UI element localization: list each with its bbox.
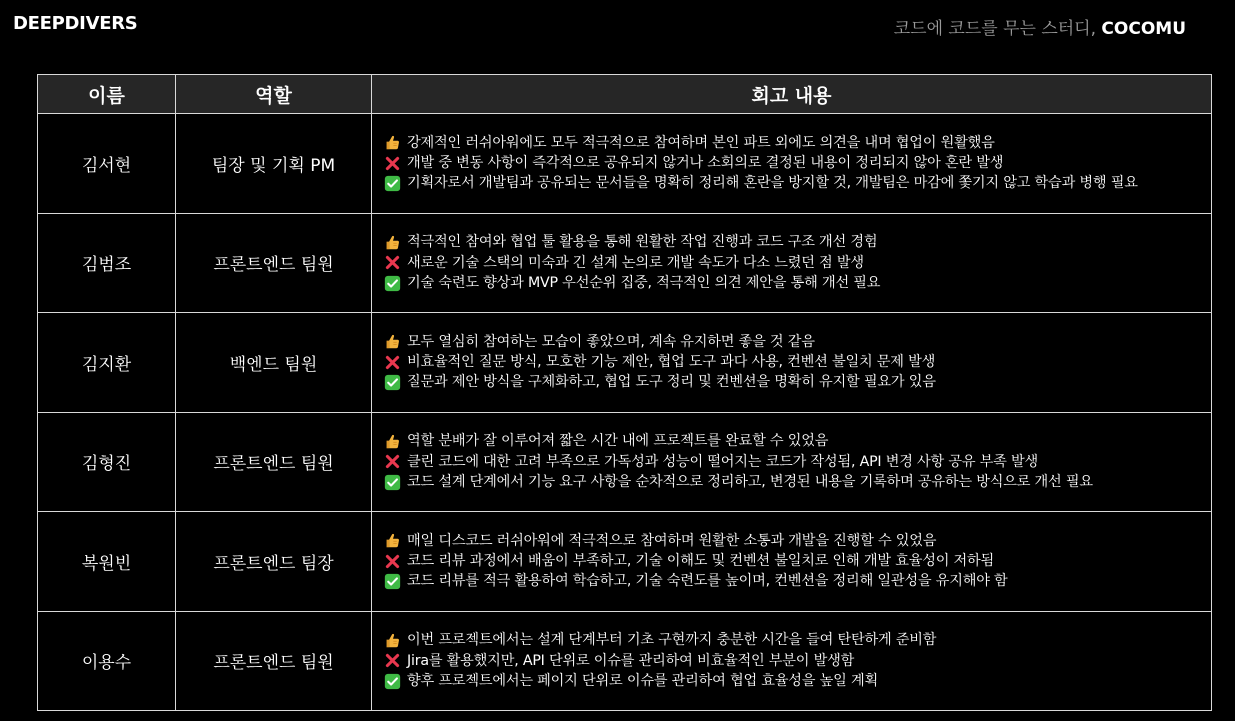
cross-mark-icon: [384, 354, 401, 371]
thumbs-up-icon: [384, 333, 401, 350]
check-mark-icon: [384, 374, 401, 391]
retro-good-line: [384, 630, 1205, 650]
retro-action-text: 질문과 제안 방식을 구체화하고, 협업 도구 정리 및 컨벤션을 명확히 유지할 필요가 있음: [407, 374, 936, 391]
member-role: 프론트엔드 팀원: [176, 611, 372, 711]
retro-good-line: [384, 232, 1205, 252]
check-mark-icon: [384, 673, 401, 690]
thumbs-up-icon: [384, 632, 401, 649]
table-header-row: [38, 75, 1212, 114]
thumbs-up-icon: [384, 532, 401, 549]
retro-action-line: [384, 671, 1205, 691]
table-row: [38, 313, 1212, 413]
cross-mark-icon: [384, 652, 401, 669]
column-header-name: 이름: [38, 75, 176, 114]
retro-action-text: 기획자로서 개발팀과 공유되는 문서들을 명확히 정리해 혼란을 방지할 것, 개발팀은 마감에 쫓기지 않고 학습과 병행 필요: [407, 175, 1138, 192]
retro-good-text: 이번 프로젝트에서는 설계 단계부터 기초 구현까지 충분한 시간을 들여 탄탄하게 준비함: [407, 632, 937, 649]
retrospective-content: [372, 313, 1212, 413]
retro-action-text: 기술 숙련도 향상과 MVP 우선순위 집중, 적극적인 의견 제안을 통해 개선 필요: [407, 274, 881, 291]
table-row: [38, 213, 1212, 313]
retro-action-line: [384, 173, 1205, 193]
check-mark-icon: [384, 474, 401, 491]
member-role: 프론트엔드 팀원: [176, 412, 372, 512]
retro-good-text: 역할 분배가 잘 이루어져 짧은 시간 내에 프로젝트를 완료할 수 있었음: [407, 433, 829, 450]
member-role: 팀장 및 기획 PM: [176, 114, 372, 214]
retro-action-line: [384, 273, 1205, 293]
table-row: [38, 412, 1212, 512]
cross-mark-icon: [384, 553, 401, 570]
retro-bad-line: [384, 651, 1205, 671]
cross-mark-icon: [384, 254, 401, 271]
check-mark-icon: [384, 175, 401, 192]
column-header-content: 회고 내용: [372, 75, 1212, 114]
retro-good-line: [384, 431, 1205, 451]
retro-bad-line: [384, 352, 1205, 372]
retrospective-content: [372, 213, 1212, 313]
check-mark-icon: [384, 573, 401, 590]
member-role: 백엔드 팀원: [176, 313, 372, 413]
cross-mark-icon: [384, 155, 401, 172]
retrospective-content: [372, 412, 1212, 512]
retrospective-content: [372, 114, 1212, 214]
member-name: 김범조: [38, 213, 176, 313]
column-header-role: 역할: [176, 75, 372, 114]
retro-bad-line: [384, 253, 1205, 273]
retro-good-text: 모두 열심히 참여하는 모습이 좋았으며, 계속 유지하면 좋을 것 같음: [407, 333, 815, 350]
retro-good-line: [384, 531, 1205, 551]
member-role: 프론트엔드 팀원: [176, 213, 372, 313]
subtitle-prefix: 코드에 코드를 무는 스터디,: [893, 19, 1102, 39]
retro-good-text: 강제적인 러쉬아워에도 모두 적극적으로 참여하며 본인 파트 외에도 의견을 내며 협업이 원활했음: [407, 134, 995, 151]
retro-action-text: 코드 설계 단계에서 기능 요구 사항을 순차적으로 정리하고, 변경된 내용을 기록하며 공유하는 방식으로 개선 필요: [407, 473, 1093, 490]
retro-good-line: [384, 332, 1205, 352]
retro-action-line: [384, 472, 1205, 492]
retro-good-line: [384, 133, 1205, 153]
retro-bad-text: 새로운 기술 스택의 미숙과 긴 설계 논의로 개발 속도가 다소 느렸던 점 발생: [407, 254, 864, 271]
member-name: 김형진: [38, 412, 176, 512]
retro-bad-text: 개발 중 변동 사항이 즉각적으로 공유되지 않거나 소회의로 결정된 내용이 정리되지 않아 혼란 발생: [407, 155, 1004, 172]
retro-bad-text: 비효율적인 질문 방식, 모호한 기능 제안, 협업 도구 과다 사용, 컨벤션 불일치 문제 발생: [407, 354, 936, 371]
member-name: 이용수: [38, 611, 176, 711]
retro-action-line: [384, 372, 1205, 392]
retro-action-text: 향후 프로젝트에서는 페이지 단위로 이슈를 관리하여 협업 효율성을 높일 계획: [407, 672, 878, 689]
retro-action-line: [384, 571, 1205, 591]
member-role: 프론트엔드 팀장: [176, 512, 372, 612]
retro-bad-line: [384, 452, 1205, 472]
table-row: [38, 114, 1212, 214]
member-name: 복원빈: [38, 512, 176, 612]
brand-logo: DEEPDIVERS: [13, 13, 138, 34]
retro-good-text: 매일 디스코드 러쉬아워에 적극적으로 참여하며 원활한 소통과 개발을 진행할 수 있었음: [407, 532, 937, 549]
retrospective-table: [37, 74, 1212, 711]
thumbs-up-icon: [384, 134, 401, 151]
retro-good-text: 적극적인 참여와 협업 툴 활용을 통해 원활한 작업 진행과 코드 구조 개선 경험: [407, 234, 878, 251]
retro-bad-text: Jira를 활용했지만, API 단위로 이슈를 관리하여 비효율적인 부분이 발생함: [407, 652, 855, 669]
member-name: 김서현: [38, 114, 176, 214]
cross-mark-icon: [384, 453, 401, 470]
retro-bad-line: [384, 551, 1205, 571]
thumbs-up-icon: [384, 234, 401, 251]
table-row: [38, 512, 1212, 612]
retro-bad-text: 코드 리뷰 과정에서 배움이 부족하고, 기술 이해도 및 컨벤션 불일치로 인해 개발 효율성이 저하됨: [407, 553, 995, 570]
table-row: [38, 611, 1212, 711]
retro-bad-text: 클린 코드에 대한 고려 부족으로 가독성과 성능이 떨어지는 코드가 작성됨, API 변경 사항 공유 부족 발생: [407, 453, 1039, 470]
page-subtitle: [894, 14, 1186, 39]
subtitle-strong: COCOMU: [1101, 19, 1186, 39]
retrospective-content: [372, 512, 1212, 612]
retrospective-content: [372, 611, 1212, 711]
check-mark-icon: [384, 275, 401, 292]
member-name: 김지환: [38, 313, 176, 413]
thumbs-up-icon: [384, 433, 401, 450]
retro-action-text: 코드 리뷰를 적극 활용하여 학습하고, 기술 숙련도를 높이며, 컨벤션을 정리해 일관성을 유지해야 함: [407, 573, 1008, 590]
retro-bad-line: [384, 153, 1205, 173]
